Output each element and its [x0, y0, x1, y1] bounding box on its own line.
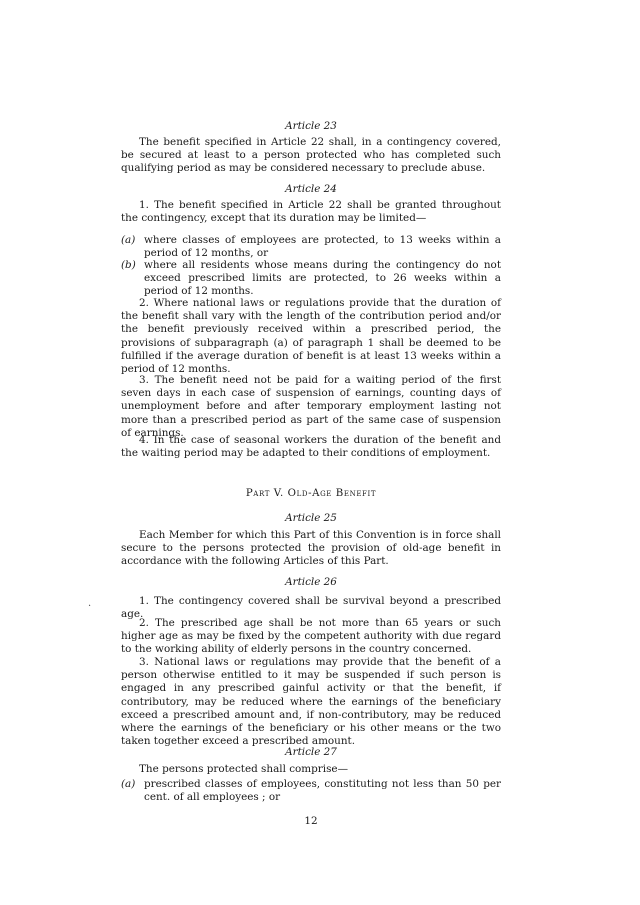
article-25-heading: Article 25 — [285, 512, 337, 524]
article-27-item-a — [121, 778, 501, 804]
article-23-paragraph: The benefit specified in Article 22 shall, in a contingency covered, be secured at least to a person protected who has completed such qualifying period as may be considered necessary to preclude abuse. — [121, 136, 501, 175]
article-24-paragraph-4: 4. In the case of seasonal workers the duration of the benefit and the waiting period may be adapted to their conditions of employment. — [121, 434, 501, 460]
item-text: where classes of employees are protected, to 13 weeks within a period of 12 months, or — [144, 234, 501, 260]
item-label: (b) — [121, 259, 136, 271]
article-24-paragraph-2: 2. Where national laws or regulations provide that the duration of the benefit shall vary with the length of the contribution period and/or the benefit previously received within a prescribed period, the provisions of subparagraph (a) of paragraph 1 shall be deemed to be fulfilled if the average duration of benefit is at least 13 weeks within a period of 12 months. — [121, 297, 501, 376]
item-label: (a) — [121, 234, 136, 246]
item-label: (a) — [121, 778, 136, 790]
article-24-heading: Article 24 — [285, 183, 337, 195]
page-number: 12 — [304, 815, 318, 827]
part-v-heading: Part V. Old-Age Benefit — [245, 488, 377, 499]
article-24-item-b — [121, 259, 501, 299]
item-text: prescribed classes of employees, constituting not less than 50 per cent. of all employees ; or — [144, 778, 501, 804]
item-text: where all residents whose means during the contingency do not exceed prescribed limits are protected, to 26 weeks within a period of 12 months. — [144, 259, 501, 298]
article-27-paragraph: The persons protected shall comprise— — [139, 763, 348, 775]
article-23-heading: Article 23 — [285, 120, 337, 132]
article-24-paragraph-1: 1. The benefit specified in Article 22 shall be granted throughout the contingency, except that its duration may be limited— — [121, 199, 501, 225]
article-25-paragraph: Each Member for which this Part of this Convention is in force shall secure to the persons protected the provision of old-age benefit in accordance with the following Articles of this Part. — [121, 529, 501, 568]
article-26-paragraph-1: 1. The contingency covered shall be survival beyond a prescribed age. — [121, 595, 501, 621]
article-27-heading: Article 27 — [285, 746, 337, 758]
article-26-paragraph-3: 3. National laws or regulations may provide that the benefit of a person otherwise entitled to it may be suspended if such person is engaged in any prescribed gainful activity or that the benefit, if contributory, may be reduced where the earnings of the beneficiary exceed a prescribed amount and, if non-contributory, may be reduced where the earnings of the beneficiary or his other means or the two taken together exceed a prescribed amount. — [121, 656, 501, 748]
margin-mark: · — [88, 601, 92, 612]
article-24-paragraph-3: 3. The benefit need not be paid for a waiting period of the first seven days in each case of suspension of earnings, counting days of unemployment before and after temporary employment lasting not more than a prescribed period as part of the same case of suspension of earnings. — [121, 374, 501, 439]
article-24-item-a — [121, 234, 501, 260]
article-26-paragraph-2: 2. The prescribed age shall be not more than 65 years or such higher age as may be fixed by the competent authority with due regard to the working ability of elderly persons in the country concerned. — [121, 617, 501, 656]
article-26-heading: Article 26 — [285, 576, 337, 588]
